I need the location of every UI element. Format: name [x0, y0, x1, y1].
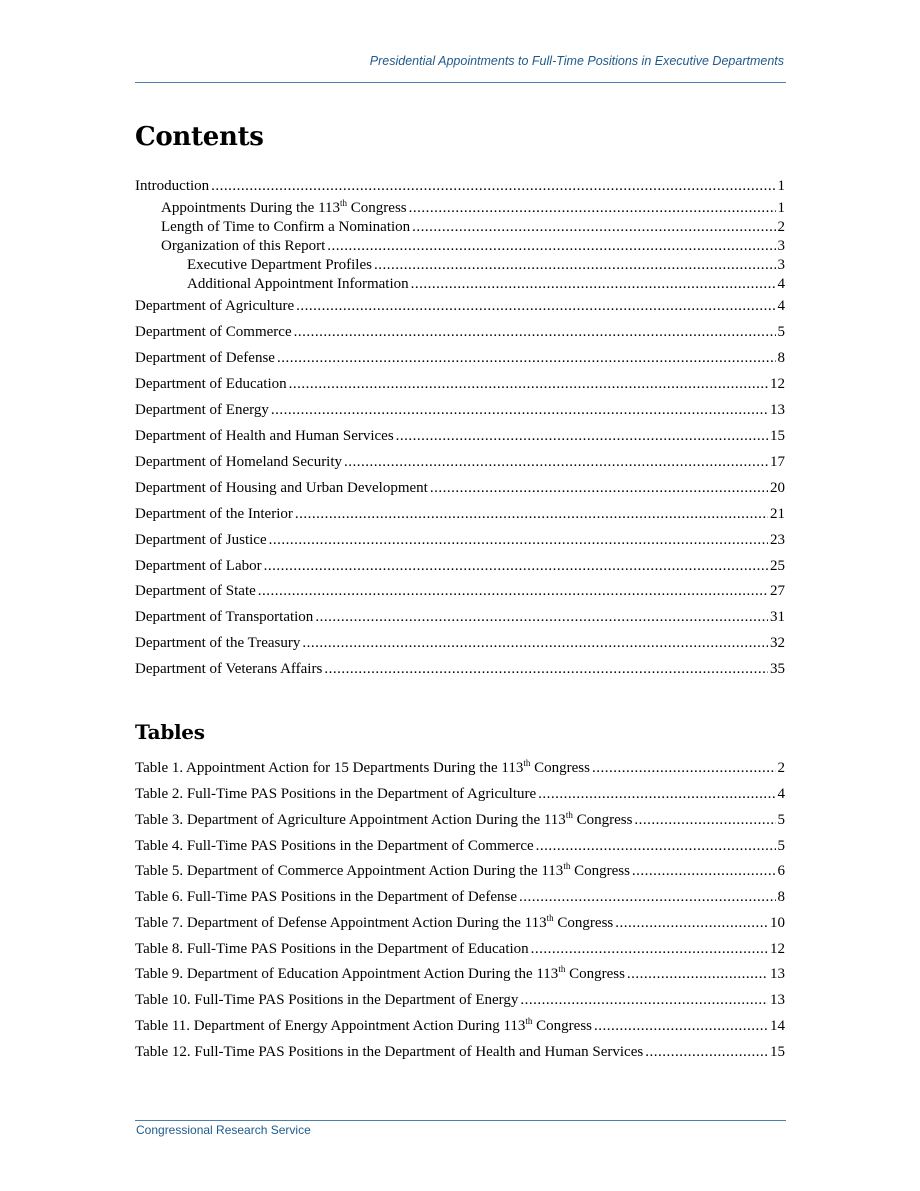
- dot-leader: [615, 914, 768, 932]
- toc-entry[interactable]: [135, 634, 785, 652]
- entry-title: [135, 634, 300, 652]
- entry-title: [161, 199, 407, 217]
- toc-entry[interactable]: [135, 557, 785, 575]
- page-number: 14: [770, 1018, 785, 1034]
- entry-title: [135, 375, 287, 393]
- toc-entry[interactable]: [135, 401, 785, 419]
- page-number: 32: [770, 635, 785, 651]
- entry-title: [135, 349, 275, 367]
- entry-title-superscript: th: [565, 810, 573, 820]
- entry-title: [161, 237, 325, 255]
- toc-entry[interactable]: [135, 323, 785, 341]
- entry-title-text: Department of State: [135, 583, 256, 599]
- page-number: 3: [777, 257, 785, 273]
- entry-title: [135, 1017, 592, 1035]
- entry-title: [135, 660, 322, 678]
- entry-title-suffix: Congress: [565, 966, 625, 982]
- page-number: 4: [777, 276, 785, 292]
- toc-entry[interactable]: [161, 199, 785, 217]
- entry-title-text: Department of Homeland Security: [135, 454, 343, 470]
- entry-title: [135, 759, 590, 777]
- page-number: 13: [770, 402, 785, 418]
- entry-title-text: Appointments During the 113: [161, 200, 341, 216]
- entry-title-text: Table 9. Department of Education Appointment Action During the 113: [135, 966, 559, 982]
- table-entry[interactable]: [135, 837, 785, 855]
- page-number: 4: [777, 786, 785, 802]
- page-number: 13: [770, 992, 785, 1008]
- page-number: 2: [777, 760, 785, 776]
- entry-title-text: Department of Labor: [135, 558, 262, 574]
- entry-title-text: Department of Justice: [135, 532, 267, 548]
- running-header: Presidential Appointments to Full-Time Positions in Executive Departments: [369, 54, 784, 68]
- entry-title-text: Table 10. Full-Time PAS Positions in the Department of Energy: [135, 992, 519, 1008]
- page-number: 5: [777, 812, 785, 828]
- dot-leader: [344, 453, 768, 471]
- toc-entry[interactable]: [135, 660, 785, 678]
- entry-title: [135, 862, 630, 880]
- page-number: 15: [770, 428, 785, 444]
- entry-title-suffix: Congress: [553, 915, 614, 931]
- table-entry[interactable]: [135, 811, 785, 829]
- page-number: 31: [770, 609, 785, 625]
- page-number: 5: [777, 838, 785, 854]
- toc-entry[interactable]: [135, 297, 785, 315]
- page-number: 1: [777, 178, 785, 194]
- page-number: 1: [777, 200, 785, 216]
- entry-title: [135, 479, 428, 497]
- entry-title-text: Length of Time to Confirm a Nomination: [161, 219, 411, 235]
- toc-entry[interactable]: [135, 427, 785, 445]
- entry-title-suffix: Congress: [570, 863, 630, 879]
- page-number: 12: [770, 941, 785, 957]
- tables-heading: Tables: [135, 720, 205, 744]
- entry-title-text: Table 3. Department of Agriculture Appointment Action During the 113: [135, 812, 566, 828]
- dot-leader: [531, 940, 768, 958]
- dot-leader: [538, 785, 775, 803]
- dot-leader: [374, 256, 776, 274]
- entry-title-text: Table 12. Full-Time PAS Positions in the Department of Health and Human Services: [135, 1044, 644, 1060]
- entry-title: [135, 837, 534, 855]
- entry-title-text: Table 11. Department of Energy Appointment Action During 113: [135, 1018, 526, 1034]
- entry-title-text: Table 5. Department of Commerce Appointment Action During the 113: [135, 863, 564, 879]
- toc-entry[interactable]: [135, 582, 785, 600]
- entry-title-suffix: Congress: [572, 812, 633, 828]
- toc-entry[interactable]: [135, 375, 785, 393]
- table-entry[interactable]: [135, 785, 785, 803]
- toc-entry[interactable]: [135, 479, 785, 497]
- page-number: 3: [777, 238, 785, 254]
- entry-title: [135, 940, 529, 958]
- entry-title-text: Table 1. Appointment Action for 15 Departments During the 113: [135, 760, 524, 776]
- entry-title-text: Executive Department Profiles: [187, 257, 372, 273]
- dot-leader: [324, 660, 768, 678]
- entry-title: [135, 965, 625, 983]
- entry-title-text: Department of Housing and Urban Development: [135, 480, 428, 496]
- table-entry[interactable]: [135, 940, 785, 958]
- dot-leader: [296, 297, 775, 315]
- entry-title: [135, 914, 613, 932]
- table-entry[interactable]: [135, 1017, 785, 1035]
- entry-title-text: Introduction: [135, 178, 210, 194]
- contents-heading: Contents: [135, 122, 264, 152]
- toc-entry[interactable]: [135, 608, 785, 626]
- toc-entry[interactable]: [135, 177, 785, 195]
- dot-leader: [271, 401, 768, 419]
- entry-title-text: Department of Veterans Affairs: [135, 661, 323, 677]
- entry-title-superscript: th: [563, 861, 571, 871]
- dot-leader: [302, 634, 768, 652]
- entry-title-text: Additional Appointment Information: [187, 276, 409, 292]
- dot-leader: [594, 1017, 768, 1035]
- dot-leader: [634, 811, 775, 829]
- entry-title: [135, 323, 292, 341]
- entry-title: [135, 531, 267, 549]
- entry-title-text: Department of the Treasury: [135, 635, 301, 651]
- footer-rule: [135, 1120, 786, 1121]
- entry-title: [135, 582, 256, 600]
- entry-title: [135, 608, 313, 626]
- entry-title-text: Table 6. Full-Time PAS Positions in the Department of Defense: [135, 889, 517, 905]
- dot-leader: [412, 218, 775, 236]
- entry-title-text: Department of Health and Human Services: [135, 428, 394, 444]
- entry-title-text: Department of Defense: [135, 350, 275, 366]
- table-entry[interactable]: [135, 862, 785, 880]
- dot-leader: [211, 177, 775, 195]
- entry-title-text: Department of the Interior: [135, 506, 293, 522]
- entry-title: [135, 401, 269, 419]
- footer-org: Congressional Research Service: [136, 1123, 311, 1137]
- page-number: 5: [777, 324, 785, 340]
- dot-leader: [627, 965, 768, 983]
- entry-title-superscript: th: [525, 1016, 533, 1026]
- dot-leader: [592, 759, 776, 777]
- page-number: 4: [777, 298, 785, 314]
- dot-leader: [294, 323, 776, 341]
- dot-leader: [645, 1043, 768, 1061]
- toc-entry[interactable]: [135, 531, 785, 549]
- toc-entry[interactable]: [161, 237, 785, 255]
- dot-leader: [409, 199, 776, 217]
- entry-title: [135, 505, 293, 523]
- table-entry[interactable]: [135, 888, 785, 906]
- dot-leader: [289, 375, 768, 393]
- dot-leader: [269, 531, 768, 549]
- dot-leader: [264, 557, 768, 575]
- toc-entry[interactable]: [135, 453, 785, 471]
- entry-title-text: Department of Transportation: [135, 609, 314, 625]
- dot-leader: [315, 608, 768, 626]
- page-number: 6: [777, 863, 785, 879]
- entry-title-text: Table 2. Full-Time PAS Positions in the Department of Agriculture: [135, 786, 537, 802]
- entry-title-text: Department of Agriculture: [135, 298, 295, 314]
- toc-entry[interactable]: [161, 218, 785, 236]
- dot-leader: [258, 582, 768, 600]
- entry-title: [161, 218, 410, 236]
- page-number: 2: [777, 219, 785, 235]
- page-number: 35: [770, 661, 785, 677]
- entry-title: [187, 256, 372, 274]
- dot-leader: [327, 237, 775, 255]
- entry-title: [135, 557, 262, 575]
- page-number: 17: [770, 454, 785, 470]
- entry-title: [135, 785, 536, 803]
- header-rule: [135, 82, 786, 83]
- page-number: 8: [777, 350, 785, 366]
- entry-title: [187, 275, 409, 293]
- dot-leader: [519, 888, 776, 906]
- entry-title-text: Department of Commerce: [135, 324, 292, 340]
- dot-leader: [277, 349, 776, 367]
- table-entry[interactable]: [135, 965, 785, 983]
- dot-leader: [396, 427, 768, 445]
- page-number: 21: [770, 506, 785, 522]
- entry-title-superscript: th: [558, 964, 566, 974]
- table-entry[interactable]: [135, 914, 785, 932]
- entry-title-text: Table 8. Full-Time PAS Positions in the Department of Education: [135, 941, 529, 957]
- entry-title-suffix: Congress: [347, 200, 407, 216]
- dot-leader: [632, 862, 776, 880]
- entry-title: [135, 888, 517, 906]
- toc-entry[interactable]: [187, 275, 785, 293]
- dot-leader: [295, 505, 768, 523]
- entry-title: [135, 1043, 643, 1061]
- entry-title-superscript: th: [546, 913, 554, 923]
- toc-entry[interactable]: [135, 349, 785, 367]
- entry-title-text: Department of Energy: [135, 402, 269, 418]
- entry-title: [135, 297, 294, 315]
- table-entry[interactable]: [135, 1043, 785, 1061]
- dot-leader: [430, 479, 768, 497]
- page-number: 27: [770, 583, 785, 599]
- entry-title-text: Organization of this Report: [161, 238, 326, 254]
- entry-title-suffix: Congress: [530, 760, 590, 776]
- page-number: 15: [770, 1044, 785, 1060]
- dot-leader: [536, 837, 776, 855]
- entry-title-superscript: th: [523, 758, 531, 768]
- entry-title: [135, 177, 209, 195]
- entry-title-text: Table 7. Department of Defense Appointment Action During the 113: [135, 915, 547, 931]
- table-entry[interactable]: [135, 759, 785, 777]
- entry-title: [135, 427, 394, 445]
- page-number: 10: [770, 915, 785, 931]
- entry-title: [135, 811, 632, 829]
- page-number: 20: [770, 480, 785, 496]
- entry-title-text: Table 4. Full-Time PAS Positions in the Department of Commerce: [135, 838, 534, 854]
- page-number: 12: [770, 376, 785, 392]
- entry-title-suffix: Congress: [532, 1018, 593, 1034]
- dot-leader: [411, 275, 776, 293]
- page-number: 23: [770, 532, 785, 548]
- table-entry[interactable]: [135, 991, 785, 1009]
- toc-entry[interactable]: [187, 256, 785, 274]
- entry-title-superscript: th: [340, 198, 348, 208]
- dot-leader: [520, 991, 768, 1009]
- page-number: 25: [770, 558, 785, 574]
- entry-title: [135, 453, 342, 471]
- entry-title: [135, 991, 518, 1009]
- toc-entry[interactable]: [135, 505, 785, 523]
- page-number: 13: [770, 966, 785, 982]
- entry-title-text: Department of Education: [135, 376, 287, 392]
- page-number: 8: [777, 889, 785, 905]
